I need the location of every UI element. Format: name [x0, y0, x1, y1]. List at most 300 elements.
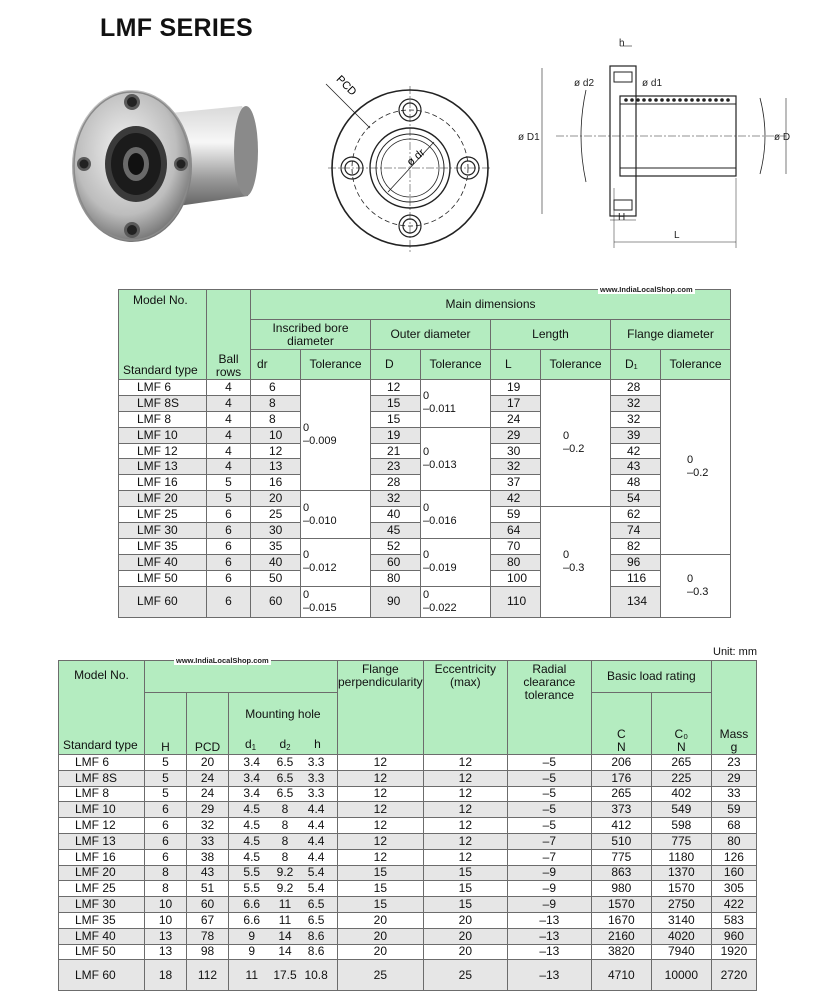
- table-cell: LMF 60: [59, 960, 145, 991]
- mounting-hole-header: Mounting hole: [229, 693, 338, 721]
- table-cell: 6: [145, 818, 187, 834]
- C0-unit: N: [676, 740, 686, 754]
- table-cell: 863: [591, 865, 651, 881]
- mounting-hole-cell: 3.4 6.5 3.3: [229, 755, 338, 771]
- table-cell: 6: [207, 507, 251, 523]
- table-cell: 206: [591, 755, 651, 771]
- table-cell: 305: [711, 881, 756, 897]
- table-cell: 12: [337, 755, 423, 771]
- table-cell: 6: [207, 538, 251, 554]
- table-row: [119, 538, 731, 554]
- table-row: [59, 865, 757, 881]
- PCD-header: PCD: [187, 693, 229, 755]
- table-cell: LMF 6: [59, 755, 145, 771]
- table-cell: 12: [371, 380, 421, 396]
- mounting-hole-cell: 3.4 6.5 3.3: [229, 786, 338, 802]
- table-cell: 6: [207, 586, 251, 617]
- table-cell: 8: [145, 881, 187, 897]
- tol_D-tolerance: 0 –0.011: [421, 380, 491, 428]
- table-cell: 67: [187, 912, 229, 928]
- mounting-hole-cell: 4.5 8 4.4: [229, 802, 338, 818]
- table-cell: 20: [423, 944, 507, 960]
- table-cell: 30: [491, 443, 541, 459]
- eccentricity-header: Eccentricity (max): [423, 661, 507, 755]
- h-header: h: [314, 737, 321, 751]
- table-cell: 13: [145, 944, 187, 960]
- table-cell: 51: [187, 881, 229, 897]
- table-cell: 64: [491, 523, 541, 539]
- table-cell: 62: [611, 507, 661, 523]
- table-cell: LMF 35: [59, 912, 145, 928]
- table-row: [59, 912, 757, 928]
- table-cell: 30: [251, 523, 301, 539]
- table-cell: 100: [491, 570, 541, 586]
- dr-header: dr: [251, 350, 301, 380]
- H-label: H: [618, 212, 626, 223]
- mounting-hole-cell: 4.5 8 4.4: [229, 849, 338, 865]
- table-cell: 4710: [591, 960, 651, 991]
- table-cell: 2750: [651, 897, 711, 913]
- table-cell: LMF 12: [119, 443, 207, 459]
- table-cell: 60: [371, 554, 421, 570]
- table-cell: LMF 50: [59, 944, 145, 960]
- table-cell: –13: [507, 912, 591, 928]
- table-row: [119, 380, 731, 396]
- table-cell: 10: [251, 427, 301, 443]
- table-cell: –5: [507, 755, 591, 771]
- table-row: [59, 849, 757, 865]
- table-cell: 12: [423, 818, 507, 834]
- table-cell: LMF 8: [119, 411, 207, 427]
- table-row: [59, 818, 757, 834]
- table-cell: –7: [507, 849, 591, 865]
- mounting-hole-cell: 9 14 8.6: [229, 944, 338, 960]
- table-cell: –9: [507, 897, 591, 913]
- watermark-top: www.IndiaLocalShop.com: [600, 285, 693, 294]
- load-rating-table: Model No. Flange perpendicularity Eccentricity (max) Radial clearance tolerance Basic load rating H PCD Mounting hole C N C₀ N Standard type $d_1$ $d_2$ h Mass g LMF 6 5 20 3.4 6.5 3.3 12 12 –5 206 265 23 LMF 8S 5 24 3.4 6.5 3.3 12 12 –5 176 225 29 LMF 8 5 24 3.4 6.5 3.3 12 12 –5 265 402 33 LMF 10 6 29 4.5 8 4.4 12 12 –5 373 549 59 LMF 12 6 32 4.5 8 4.4 12 12 –5 412 598 68 LMF 13 6 33 4.5 8 4.4 12 12 –7 510 775 80 LMF 16 6 38 4.5 8 4.4 12 12 –7 775 1180 126 LMF 20 8 43 5.5 9.2 5.4 15 15 –9 863 1370 160 LMF 25 8 51 5.5 9.2 5.4 15 15 –9 980 1570 305 LMF 30 10 60 6.6 11 6.5 15 15 –9 1570 2750 422 LMF 35 10 67 6.6 11 6.5 20 20 –13 1670 3140 583 LMF 40 13 78 9 14 8.6 20 20 –13 2160 4020 960 LMF 50 13 98 9 14 8.6 20 20 –13 3820 7940 1920 LMF 60 18 112 11 17.5 10.8 25 25 –13 4710 10000 2720: [58, 660, 757, 991]
- table-cell: 160: [711, 865, 756, 881]
- flange-perp-header: Flange perpendicularity: [337, 661, 423, 755]
- table-cell: 12: [423, 755, 507, 771]
- table-cell: 12: [337, 849, 423, 865]
- ball-rows-header: Ball rows: [207, 290, 251, 380]
- table-cell: 68: [711, 818, 756, 834]
- bearing-photo: [70, 78, 260, 246]
- d1-header: d: [244, 737, 252, 751]
- mass-unit: g: [730, 740, 738, 754]
- table-cell: 15: [337, 897, 423, 913]
- table-cell: 20: [337, 944, 423, 960]
- table-cell: 32: [187, 818, 229, 834]
- table-row: [59, 755, 757, 771]
- table-cell: 28: [611, 380, 661, 396]
- table-cell: 1570: [591, 897, 651, 913]
- tol_dr-tolerance: 0 –0.015: [301, 586, 371, 617]
- table-cell: 15: [337, 865, 423, 881]
- table-cell: LMF 8S: [59, 770, 145, 786]
- table-cell: 28: [371, 475, 421, 491]
- table-cell: 598: [651, 818, 711, 834]
- tol_D-tolerance: 0 –0.019: [421, 538, 491, 586]
- table-cell: 25: [423, 960, 507, 991]
- H-header: H: [145, 693, 187, 755]
- table-cell: 12: [423, 849, 507, 865]
- table-cell: 45: [371, 523, 421, 539]
- tol_L-tolerance: 0 –0.3: [541, 507, 611, 617]
- table-cell: 4: [207, 395, 251, 411]
- table-cell: LMF 16: [59, 849, 145, 865]
- table-cell: 1570: [651, 881, 711, 897]
- table-cell: –9: [507, 865, 591, 881]
- table-cell: 12: [337, 833, 423, 849]
- main-dimensions-table: [118, 289, 731, 618]
- table-cell: LMF 13: [59, 833, 145, 849]
- unit-label: Unit: mm: [713, 646, 757, 658]
- main-dimensions-header: Main dimensions: [251, 290, 731, 320]
- table-cell: 1180: [651, 849, 711, 865]
- table-cell: 15: [371, 411, 421, 427]
- table-cell: 50: [251, 570, 301, 586]
- tol_D1-tolerance: 0 –0.3: [661, 554, 731, 617]
- table-cell: LMF 12: [59, 818, 145, 834]
- mounting-hole-cell: 5.5 9.2 5.4: [229, 881, 338, 897]
- table-cell: –5: [507, 786, 591, 802]
- table-cell: 10000: [651, 960, 711, 991]
- outer-diameter-header: Outer diameter: [371, 320, 491, 350]
- tol_D-tolerance: 0 –0.013: [421, 427, 491, 491]
- table-cell: LMF 6: [119, 380, 207, 396]
- table-cell: 549: [651, 802, 711, 818]
- inscribed-header: Inscribed bore diameter: [251, 320, 371, 350]
- table-cell: 80: [711, 833, 756, 849]
- table-cell: 775: [591, 849, 651, 865]
- D1-header: D₁: [611, 350, 661, 380]
- table-cell: 12: [337, 802, 423, 818]
- table-cell: 4: [207, 380, 251, 396]
- table-row: [59, 786, 757, 802]
- table-row: [59, 928, 757, 944]
- table-cell: 265: [591, 786, 651, 802]
- table-cell: 6: [145, 849, 187, 865]
- table-cell: 90: [371, 586, 421, 617]
- table-row: [59, 833, 757, 849]
- table-row: [119, 491, 731, 507]
- table-cell: 33: [187, 833, 229, 849]
- table-cell: LMF 40: [59, 928, 145, 944]
- table-cell: 98: [187, 944, 229, 960]
- mounting-hole-cell: 3.4 6.5 3.3: [229, 770, 338, 786]
- table-cell: 2160: [591, 928, 651, 944]
- table-cell: 10: [145, 897, 187, 913]
- table-cell: 10: [145, 912, 187, 928]
- h-label: h: [619, 38, 625, 49]
- table-cell: 52: [371, 538, 421, 554]
- table-cell: 134: [611, 586, 661, 617]
- table-cell: 12: [337, 770, 423, 786]
- table-cell: 60: [251, 586, 301, 617]
- table-cell: 40: [371, 507, 421, 523]
- table-cell: –13: [507, 960, 591, 991]
- table-cell: 5: [145, 786, 187, 802]
- table-cell: 5: [207, 475, 251, 491]
- table-cell: 583: [711, 912, 756, 928]
- tol_dr-tolerance: 0 –0.010: [301, 491, 371, 539]
- page-title: LMF SERIES: [100, 14, 254, 42]
- dr-label: ø dr: [404, 146, 428, 169]
- L-label: L: [674, 230, 680, 241]
- D-tolerance-header: Tolerance: [421, 350, 491, 380]
- table-cell: 17: [491, 395, 541, 411]
- table-cell: 29: [187, 802, 229, 818]
- D-header: D: [371, 350, 421, 380]
- tol_D-tolerance: 0 –0.016: [421, 491, 491, 539]
- mounting-hole-cell: 6.6 11 6.5: [229, 897, 338, 913]
- table-cell: LMF 8: [59, 786, 145, 802]
- mounting-hole-cell: 9 14 8.6: [229, 928, 338, 944]
- table-cell: 40: [251, 554, 301, 570]
- table-cell: 70: [491, 538, 541, 554]
- table-cell: 176: [591, 770, 651, 786]
- C-header: C: [616, 727, 626, 741]
- table-cell: 4: [207, 427, 251, 443]
- table-cell: 20: [187, 755, 229, 771]
- table-cell: 39: [611, 427, 661, 443]
- table-cell: LMF 10: [119, 427, 207, 443]
- table-cell: 15: [371, 395, 421, 411]
- table-cell: 6: [207, 523, 251, 539]
- table-cell: 32: [611, 395, 661, 411]
- tol_dr-tolerance: 0 –0.012: [301, 538, 371, 586]
- table-row: [59, 944, 757, 960]
- table-cell: 74: [611, 523, 661, 539]
- table-row: [59, 960, 757, 991]
- L-tolerance-header: Tolerance: [541, 350, 611, 380]
- mounting-hole-cell: 4.5 8 4.4: [229, 833, 338, 849]
- table-cell: 5: [207, 491, 251, 507]
- table-cell: 15: [423, 897, 507, 913]
- table-cell: 25: [251, 507, 301, 523]
- table-cell: 8: [251, 395, 301, 411]
- table-cell: 6: [145, 833, 187, 849]
- table-cell: 422: [711, 897, 756, 913]
- table-cell: 59: [711, 802, 756, 818]
- table-cell: 6: [207, 554, 251, 570]
- flange-diameter-header: Flange diameter: [611, 320, 731, 350]
- load-rating-header: Basic load rating: [591, 661, 711, 693]
- model-header: Model No.: [119, 290, 207, 320]
- table-cell: 6: [145, 802, 187, 818]
- D1-label: ø D1: [518, 132, 540, 143]
- mounting-hole-cell: 5.5 9.2 5.4: [229, 865, 338, 881]
- table-cell: LMF 8S: [119, 395, 207, 411]
- table-cell: 15: [423, 865, 507, 881]
- table-cell: 2720: [711, 960, 756, 991]
- D-label: ø D: [774, 132, 791, 143]
- table-cell: 4: [207, 459, 251, 475]
- table-cell: 37: [491, 475, 541, 491]
- d1-label: ø d1: [642, 78, 663, 89]
- table-row: [59, 881, 757, 897]
- tol_dr-tolerance: 0 –0.009: [301, 380, 371, 491]
- table-cell: 32: [371, 491, 421, 507]
- table-cell: –5: [507, 818, 591, 834]
- table-cell: 24: [187, 770, 229, 786]
- table-cell: LMF 30: [119, 523, 207, 539]
- mounting-hole-cell: 4.5 8 4.4: [229, 818, 338, 834]
- table-cell: 43: [611, 459, 661, 475]
- model2-header: Model No.: [59, 661, 145, 693]
- table-cell: LMF 40: [119, 554, 207, 570]
- table-cell: 373: [591, 802, 651, 818]
- table-cell: 23: [711, 755, 756, 771]
- table-cell: 775: [651, 833, 711, 849]
- table-cell: 48: [611, 475, 661, 491]
- table-cell: 20: [423, 912, 507, 928]
- front-view-diagram: [318, 66, 500, 258]
- table-cell: 24: [187, 786, 229, 802]
- table-cell: 38: [187, 849, 229, 865]
- table-cell: 12: [337, 786, 423, 802]
- table-cell: 4: [207, 443, 251, 459]
- table-cell: 80: [371, 570, 421, 586]
- tol_D-tolerance: 0 –0.022: [421, 586, 491, 617]
- table-cell: –13: [507, 928, 591, 944]
- table-cell: 6: [251, 380, 301, 396]
- table-cell: 8: [251, 411, 301, 427]
- table-cell: 110: [491, 586, 541, 617]
- table-cell: 126: [711, 849, 756, 865]
- C-unit: N: [616, 740, 626, 754]
- table-cell: 42: [491, 491, 541, 507]
- table-cell: 1670: [591, 912, 651, 928]
- table-cell: LMF 50: [119, 570, 207, 586]
- table-cell: LMF 25: [119, 507, 207, 523]
- radial-clearance-header: Radial clearance tolerance: [507, 661, 591, 755]
- table-cell: 13: [251, 459, 301, 475]
- table-cell: 20: [251, 491, 301, 507]
- table-cell: 1920: [711, 944, 756, 960]
- table-cell: 12: [423, 802, 507, 818]
- tol_L-tolerance: 0 –0.2: [541, 380, 611, 507]
- table-cell: 82: [611, 538, 661, 554]
- table-cell: 16: [251, 475, 301, 491]
- C0-header: C₀: [674, 727, 689, 741]
- table-cell: 15: [337, 881, 423, 897]
- table-cell: 60: [187, 897, 229, 913]
- table-cell: 24: [491, 411, 541, 427]
- table-cell: 12: [423, 833, 507, 849]
- table-cell: 43: [187, 865, 229, 881]
- standard-type-header: Standard type: [119, 350, 207, 380]
- table-cell: 510: [591, 833, 651, 849]
- d2-header: d: [279, 737, 287, 751]
- table-cell: 23: [371, 459, 421, 475]
- table-cell: –7: [507, 833, 591, 849]
- table-cell: 12: [423, 770, 507, 786]
- table-cell: 15: [423, 881, 507, 897]
- table-row: [59, 897, 757, 913]
- side-view-diagram: [516, 38, 796, 252]
- table-row: [119, 586, 731, 617]
- table-cell: 20: [423, 928, 507, 944]
- L-header: L: [491, 350, 541, 380]
- table-cell: 402: [651, 786, 711, 802]
- table-cell: 96: [611, 554, 661, 570]
- table-cell: –5: [507, 770, 591, 786]
- table-cell: 19: [491, 380, 541, 396]
- table-cell: 20: [337, 912, 423, 928]
- table-cell: LMF 10: [59, 802, 145, 818]
- dr-tolerance-header: Tolerance: [301, 350, 371, 380]
- table-cell: 980: [591, 881, 651, 897]
- table-row: [59, 802, 757, 818]
- table-cell: 21: [371, 443, 421, 459]
- table-cell: 12: [251, 443, 301, 459]
- table-cell: 225: [651, 770, 711, 786]
- table-cell: 33: [711, 786, 756, 802]
- table-cell: 6: [207, 570, 251, 586]
- table-cell: 32: [491, 459, 541, 475]
- table-cell: 20: [337, 928, 423, 944]
- table-cell: LMF 60: [119, 586, 207, 617]
- table-cell: 4: [207, 411, 251, 427]
- D1-tolerance-header: Tolerance: [661, 350, 731, 380]
- table-cell: LMF 25: [59, 881, 145, 897]
- table-cell: 29: [491, 427, 541, 443]
- table-cell: LMF 35: [119, 538, 207, 554]
- table-cell: 265: [651, 755, 711, 771]
- table-cell: 54: [611, 491, 661, 507]
- mass-header: Mass: [719, 727, 749, 741]
- table-cell: LMF 20: [119, 491, 207, 507]
- table-cell: –13: [507, 944, 591, 960]
- table-cell: 29: [711, 770, 756, 786]
- table-cell: 8: [145, 865, 187, 881]
- table-cell: 112: [187, 960, 229, 991]
- tol_D1-tolerance: 0 –0.2: [661, 380, 731, 555]
- table-cell: 5: [145, 755, 187, 771]
- table-cell: 80: [491, 554, 541, 570]
- table-cell: 1370: [651, 865, 711, 881]
- table-cell: 4020: [651, 928, 711, 944]
- table-cell: –9: [507, 881, 591, 897]
- table-row: [119, 427, 731, 443]
- table-cell: LMF 16: [119, 475, 207, 491]
- table-cell: 19: [371, 427, 421, 443]
- table-cell: 12: [337, 818, 423, 834]
- table-cell: 960: [711, 928, 756, 944]
- table-cell: 59: [491, 507, 541, 523]
- table-cell: 12: [423, 786, 507, 802]
- table-cell: LMF 20: [59, 865, 145, 881]
- table-cell: 412: [591, 818, 651, 834]
- table-cell: 32: [611, 411, 661, 427]
- mounting-hole-cell: 6.6 11 6.5: [229, 912, 338, 928]
- mounting-hole-cell: 11 17.5 10.8: [229, 960, 338, 991]
- table-cell: 7940: [651, 944, 711, 960]
- table-cell: 116: [611, 570, 661, 586]
- table-cell: LMF 30: [59, 897, 145, 913]
- table-cell: 25: [337, 960, 423, 991]
- standard-type2-header: Standard type: [59, 721, 145, 755]
- watermark-bottom: www.IndiaLocalShop.com: [176, 656, 269, 665]
- table-cell: –5: [507, 802, 591, 818]
- table-cell: 35: [251, 538, 301, 554]
- table-cell: 13: [145, 928, 187, 944]
- table-cell: 78: [187, 928, 229, 944]
- d2-label: ø d2: [574, 78, 595, 89]
- table-cell: LMF 13: [119, 459, 207, 475]
